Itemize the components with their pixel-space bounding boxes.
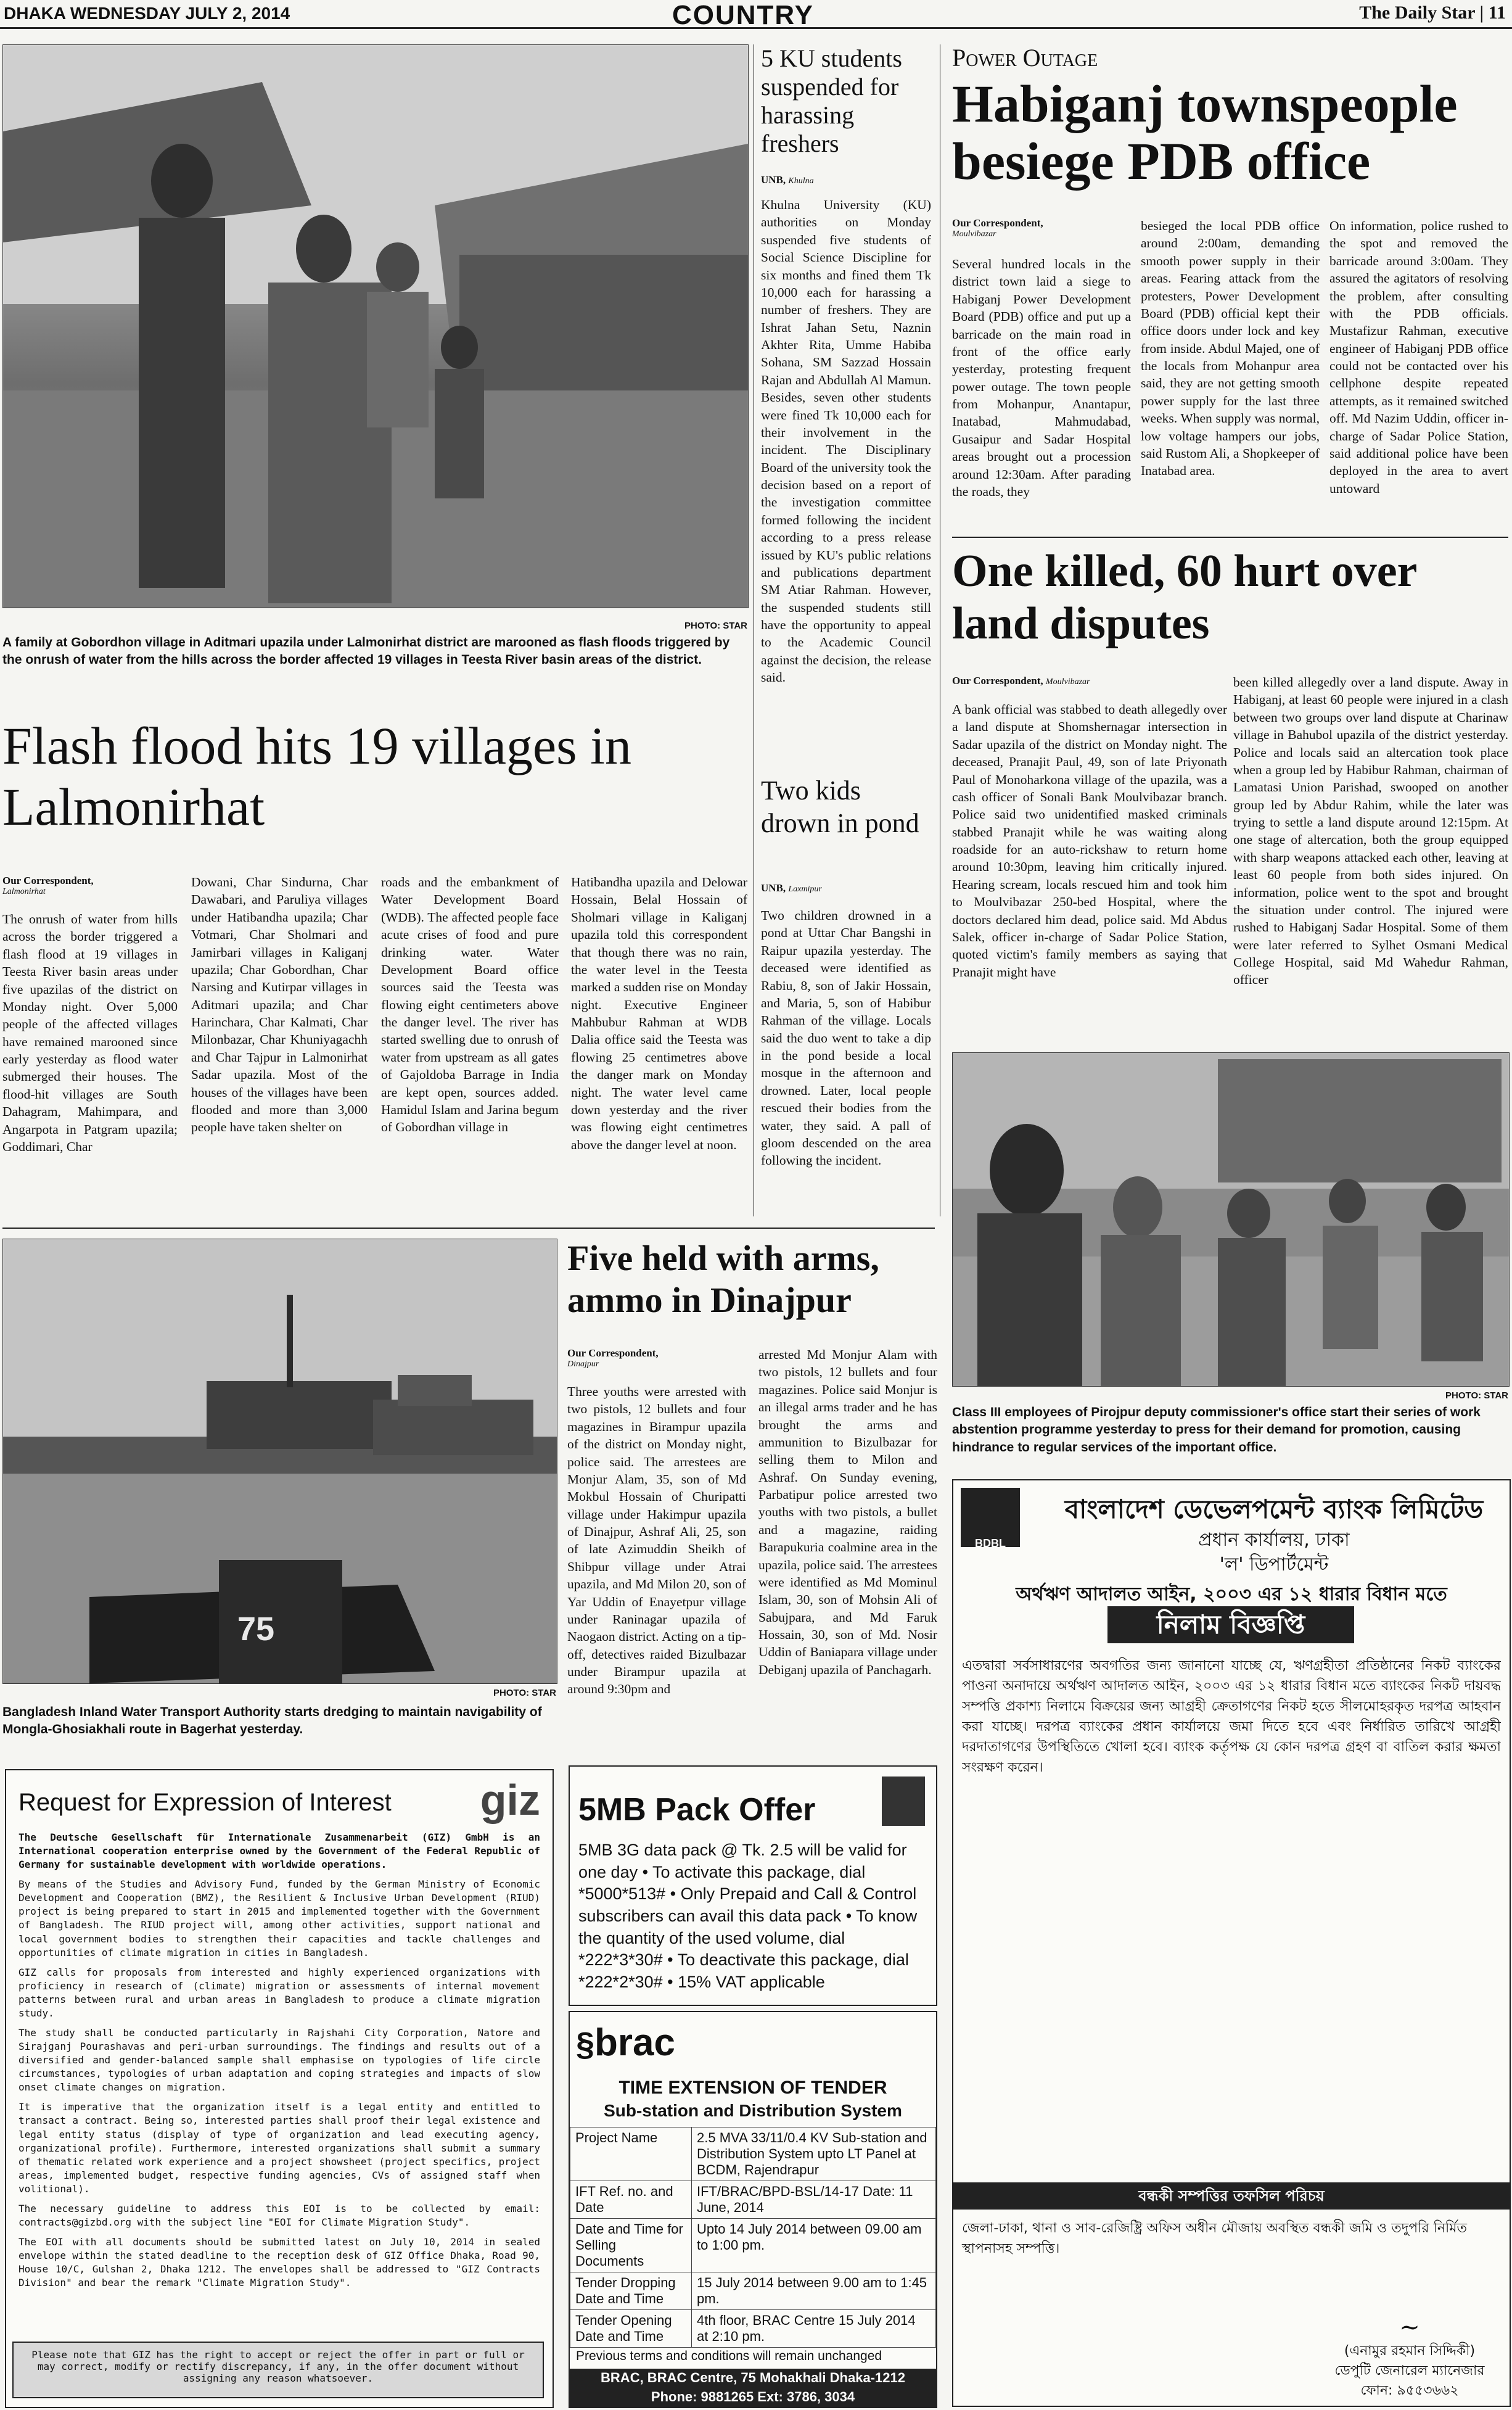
- mb-title: 5MB Pack Offer: [578, 1792, 816, 1828]
- pdb-col1: Several hundred locals in the district town laid a siege to Habiganj Power Development Board (PDB) office and put up a barricade on the main road in front of the office early yesterday, protesting frequent power outage. The town people from Mohanpur, Anantapur, Inatabad, Mahmudabad, Gusaipur and Sadar Hospital areas brought out a procession around 12:30am. After parading the roads, they: [952, 257, 1131, 499]
- page-number: 11: [1488, 2, 1506, 23]
- bdbl-schedule-title: বন্ধকী সম্পত্তির তফসিল পরিচয়: [953, 2182, 1510, 2210]
- ku-headline: 5 KU students suspended for harassing freshers: [761, 44, 902, 157]
- mb-ad: [569, 1765, 937, 2006]
- flood-photo-credit: PHOTO: STAR: [684, 621, 747, 631]
- flood-col4: Hatibandha upazila and Delowar Hossain, Belal Hossain of Sholmari village in Kaliganj upazila told this correspondent that though there was no rain, the water level in the Teesta marked a sudden rise on Monday night. Executive Engineer Mahbubur Rahman at WDB Dalia office said the Teesta was flowing 25 centimetres above the danger mark on Monday night. The water level came down yesterday and the river was flowing eight centimetres above the danger level at noon.: [571, 875, 747, 1152]
- pond-body: Two children drowned in a pond at Uttar Char Bangshi in Raipur upazila yesterday. The deceased were identified as Rabiu, 8, son of Jakir Hossain, and Maria, 5, son of Habibur Rahman of the village. Locals said the duo went to take a dip in the pond beside a local mosque in the afternoon and drowned. Later, local people rescued their bodies from the water, they said. A pall of gloom descended on the area following the incident.: [761, 908, 931, 1168]
- pond-byline: UNB, Laxmipur: [761, 882, 822, 894]
- giz-logo: giz: [480, 1776, 540, 1824]
- giz-para: The Deutsche Gesellschaft für Internationale Zusammenarbeit (GIZ) GmbH is an International cooperation enterprise owned by the Government of the Federal Republic of Germany for sustainable development with worldwide operations.: [18, 1831, 540, 1871]
- section-rule: [952, 537, 1508, 538]
- bdbl-office: প্রধান কার্যালয়, ঢাকা: [1198, 1529, 1350, 1551]
- brac-table: [570, 2127, 936, 2348]
- ku-body: Khulna University (KU) authorities on Monday suspended five students of Social Science Discipline for six months and fined them Tk 10,000 each for harassing a number of freshers. They are Ishrat Jahan Setu, Naznin Akhter Rita, Umme Habiba Sohana, SM Sazzad Hossain Rajan and Abdullah Al Mamun. Besides, seven other students were fined Tk 10,000 each for their involvement in the incident. The Disciplinary Board of the university took the decision based on a report of the investigation committee formed following the incident according to a press release issued by KU's public relations and publications department SM Atiar Rahman. However, the suspended students still have the opportunity to appeal to the Academic Council against the decision, the release said.: [761, 197, 931, 685]
- flood-col1: The onrush of water from hills across the border triggered a flash flood at 19 villages in Teesta River basin areas under five upazilas of the district on Monday night. Over 5,000 people of the affected villages have remained marooned since early yesterday as flood water submerged their houses. The flood-hit villages are South Dahagram, Mahimpara, and Angarpota in Patgram upazila; Goddimari, Char: [2, 912, 178, 1154]
- flood-headline: Flash flood hits 19 villages in Lalmonirhat: [2, 716, 632, 836]
- paper-name: The Daily Star: [1359, 2, 1476, 23]
- section-title: COUNTRY: [672, 0, 814, 30]
- brac-subtitle: Sub-station and Distribution System: [604, 2101, 902, 2120]
- flood-byline: Our Correspondent, Lalmonirhat: [2, 875, 94, 896]
- flood-caption: A family at Gobordhon village in Aditmari upazila under Lalmonirhat district are marooned as flash floods triggered by the onrush of water from the hills across the border affected 19 villages in Teesta River basin areas of the district.: [2, 635, 730, 667]
- bdbl-dept: 'ল' ডিপার্টমেন্ট: [1219, 1554, 1329, 1575]
- land-byline: Our Correspondent, Moulvibazar: [952, 675, 1090, 687]
- table-row: Project Name 2.5 MVA 33/11/0.4 KV Sub-station and Distribution System upto LT Panel at BCDM, Rajendrapur: [570, 2127, 936, 2181]
- bdbl-notice-title: নিলাম বিজ্ঞপ্তি: [1107, 1606, 1354, 1643]
- dateline: DHAKA WEDNESDAY JULY 2, 2014: [4, 4, 290, 23]
- bdbl-body: এতদ্বারা সর্বসাধারণের অবগতির জন্য জানানো যাচ্ছে যে, ঋণগ্রহীতা প্রতিষ্ঠানের নিকট ব্যাংকের পাওনা অনাদায়ে অর্থঋণ আদালত আইন, ২০০৩ এর ১২ ধারার বিধান মতে ব্যাংকের নিকট দায়বদ্ধ সম্পত্তি প্রকাশ্য নিলামে বিক্রয়ের জন্য আগ্রহী ক্রেতাগণের নিকট হতে সীলমোহরকৃত দরপত্র আহবান করা যাচ্ছে। দরপত্র ব্যাংকের প্রধান কার্যালয়ে জমা দিতে হবে এবং নির্ধারিত তারিখে আগ্রহী দরদাতাগণের উপস্থিতিতে খোলা হবে। ব্যাংক কর্তৃপক্ষ যে কোন দরপত্র গ্রহণ বা বাতিল করার ক্ষমতা সংরক্ষণ করেন।: [962, 1658, 1501, 1775]
- pdb-byline: Our Correspondent, Moulvibazar: [952, 217, 1043, 239]
- bdbl-logo-icon: BDBL: [961, 1488, 1020, 1547]
- masthead: The Daily Star | 11: [1359, 2, 1506, 23]
- table-row: Tender Opening Date and Time 4th floor, BRAC Centre 15 July 2014 at 2:10 pm.: [570, 2310, 936, 2348]
- flood-col3: roads and the embankment of Water Development Board (WDB). The affected people face acute crises of food and pure drinking water. Water Development Board office sources said the Teesta was flowing eight centimeters above the danger level. The river has started swelling due to onrush of water from upstream as all gates of Gajoldoba Barrage in India are kept open, sources added. Hamidul Islam and Jarina begum of Gobordhan village in: [381, 875, 559, 1135]
- pdb-headline: Habiganj townspeople besiege PDB office: [952, 74, 1458, 191]
- pdb-col2: besieged the local PDB office around 2:00am, demanding smooth power supply in their areas. Fearing attack from the protesters, Power Development Board (PDB) official kept their office doors under lock and key from inside. Abdul Majed, one of the locals from Mohanpur area said, they are not getting smooth power supply for the last three weeks. When supply was normal, low voltage hampers our jobs, said Rustom Ali, a Shopkeeper of Inatabad area.: [1141, 218, 1320, 479]
- pdb-col3: On information, police rushed to the spot and removed the barricade around 3:00am. They assured the agitators of resolving the problem, after consulting with the PDB officials. Mustafizur Rahman, executive engineer of Habiganj PDB office could not be contacted over his cellphone despite repeated attempts, as it remained switched off. Md Nazim Uddin, officer in-charge of Sadar Police Station, said additional police have been deployed in the area to avert untoward: [1329, 218, 1508, 496]
- signature-icon: ~: [1399, 2313, 1420, 2342]
- bdbl-ad: [952, 1479, 1511, 2407]
- pdb-kicker: Power Outage: [952, 44, 1098, 72]
- table-row: Tender Dropping Date and Time 15 July 2014 between 9.00 am to 1:45 pm.: [570, 2272, 936, 2310]
- dredge-photo-illustration: [3, 1239, 557, 1683]
- land-col1: A bank official was stabbed to death allegedly over a land dispute at Shomshernagar intersection in Sadar upazila of the district on Monday night. The deceased, Pranajit Paul, 49, son of late Priyonath Paul of Monoharkona village of the upazila, was a cash officer of Sonali Bank Moulvibazar branch. Police said two unidentified masked criminals stabbed Pranajit while he was waiting along roadside for an auto-rickshaw to return home around 10:30pm, leaving him critically injured. Hearing scream, locals rescued him and took him to Moulvibazar 250-bed Hospital, where the doctors declared him dead, police said. Md Abdus Salek, officer in-charge of Sadar Police Station, quoted victim's family members as saying that Pranajit might have: [952, 702, 1227, 980]
- dredge-caption: Bangladesh Inland Water Transport Authority starts dredging to maintain navigability of Mongla-Ghosiakhali route in Bagerhat yesterday.: [2, 1705, 542, 1737]
- flood-photo: [2, 44, 749, 608]
- giz-para: The EOI with all documents should be submitted latest on July 10, 2014 in sealed envelope within the stated deadline to the reception desk of GIZ Office Dhaka, Road 90, House 10/C, Gulshan 2, Dhaka 1212. The envelopes shall be addressed to "GIZ Contracts Division" and bear the remark "Climate Migration Study".: [18, 2236, 540, 2289]
- giz-para: The study shall be conducted particularly in Rajshahi City Corporation, Natore and Sirajganj Pourashavas and peri-urban surroundings. The findings and results out of a diversified and gender-balanced sample shall emphasise on typologies of life circle circumstances, typologies of urban adaptation and coping strategies and impacts of slow onset climate changes on migration.: [18, 2027, 540, 2094]
- arms-col1: Three youths were arrested with two pistols, 12 bullets and four magazines in Birampur upazila of the district on Monday night, police said. The arrestees are Monjur Alam, 35, son of Md Mokbul Hossain of Churipatti village under Hakimpur upazila of Dinajpur, Ashraf Ali, 25, son of late Azimuddin Sheikh of Shibpur village under Atrai upazila, and Md Milon 20, son of Yar Uddin of Enayetpur village under Raninagar upazila of Naogaon district. Acting on a tip-off, detectives raided Bizulbazar under Birampur upazila at around 9:30pm and: [567, 1384, 746, 1697]
- brac-title: TIME EXTENSION OF TENDER: [618, 2078, 887, 2098]
- giz-body: [18, 1831, 540, 2296]
- boat-number: 75: [237, 1611, 275, 1648]
- brac-logo: §brac: [576, 2021, 676, 2064]
- bdbl-signature-block: ~ (এনামুর রহমান সিদ্দিকী) ডেপুটি জেনারেল ম্যানেজার ফোন: ৯৫৫৩৬৬২: [1317, 2313, 1502, 2401]
- bdbl-schedule: জেলা-ঢাকা, থানা ও সাব-রেজিষ্ট্রি অফিস অধীন মৌজায় অবস্থিত বন্ধকী জমি ও তদুপরি নির্মিত স্থাপনাসহ সম্পত্তি।: [962, 2221, 1468, 2256]
- pond-headline: Two kids drown in pond: [761, 775, 919, 838]
- brac-footer: BRAC, BRAC Centre, 75 Mohakhali Dhaka-1212 Phone: 9881265 Ext: 3786, 3034: [570, 2369, 936, 2407]
- table-row: Date and Time for Selling Documents Upto 14 July 2014 between 09.00 am to 1:00 pm.: [570, 2219, 936, 2272]
- giz-footer: Please note that GIZ has the right to accept or reject the offer in part or full or may correct, modify or rectify discrepancy, if any, in the offer document without assigning any reason whatsoever.: [12, 2342, 544, 2398]
- flood-photo-illustration: [3, 45, 748, 608]
- giz-para: It is imperative that the organization itself is a legal entity and entitled to transact a contract. Being so, interested parties shall proof their legal existence and legal entity status (display of type of organization and lead executing agency, organizational profile). Furthermore, interested organizations shall submit a summary of thematic related work experience and a project showsheet (project specifics, project areas, implemented budget, respective funding agencies, CVs of assigned staff when volitional).: [18, 2101, 540, 2195]
- bdbl-law: অর্থঋণ আদালত আইন, ২০০৩ এর ১২ ধারার বিধান মতে: [1016, 1583, 1447, 1605]
- dredge-photo: [2, 1239, 557, 1684]
- mb-body: 5MB 3G data pack @ Tk. 2.5 will be valid for one day • To activate this package, dial *5000*513# • Only Prepaid and Call & Control subscribers can avail this data pack • To know the quantity of the used volume, dial *222*3*30# • To deactivate this package, dial *222*2*30# • 15% VAT applicable: [578, 1841, 918, 1991]
- giz-ad: [5, 1769, 554, 2408]
- pirojpur-photo-credit: PHOTO: STAR: [1445, 1390, 1508, 1401]
- dredge-photo-credit: PHOTO: STAR: [493, 1688, 556, 1698]
- table-row: IFT Ref. no. and Date IFT/BRAC/BPD-BSL/14-17 Date: 11 June, 2014: [570, 2181, 936, 2219]
- brac-mark-icon: §: [576, 2026, 595, 2063]
- arms-byline: Our Correspondent, Dinajpur: [567, 1347, 659, 1369]
- page-header: [0, 0, 1512, 29]
- giz-para: By means of the Studies and Advisory Fund, funded by the German Ministry of Economic Development and Cooperation (BMZ), the Resilient & Inclusive Urban Development (RIUD) project is being prepared to start in 2015 and implemented together with the Government of Bangladesh. The RIUD project will, among other activities, support national and local government bodies to strengthen their capacities and tackle challenges and opportunities of climate migration in cities in Bangladesh.: [18, 1878, 540, 1958]
- operator-logo-icon: [882, 1777, 925, 1826]
- pirojpur-caption: Class III employees of Pirojpur deputy commissioner's office start their series of work abstention programme yesterday to press for their demand for promotion, causing hindrance to regular services of the important office.: [952, 1405, 1481, 1455]
- arms-col2: arrested Md Monjur Alam with two pistols, 12 bullets and four magazines. Police said Monjur is an illegal arms trader and he has brought the arms and ammunition to Bizulbazar for selling them to Milon and Ashraf. On Sunday evening, Parbatipur police arrested two youths with two pistols, a bullet and a magazine, raiding Barapukuria coalmine area in the upazila, police said. The arrestees were identified as Md Mominul Islam, 30, son of Mohsin Ali of Sabujpara, and Md Faruk Hossain, 30, son of Md. Nosir Uddin of Baniapara village under Debiganj upazila of Panchagarh.: [758, 1347, 937, 1677]
- flood-col2: Dowani, Char Sindurna, Char Dawabari, and Paruliya villages under Hatibandha upazila; Char Votmari, Char Sholmari and Jamirbari villages in Kaliganj upazila; Char Gobordhan, Char Narsing and Kutirpar villages in Aditmari upazila; and Char Harinchara, Char Kalmati, Char Milonbazar, Char Khuniyagachh and Char Tajpur in Lalmonirhat Sadar upazila. Most of the houses of the villages have been flooded and more than 3,000 people have taken shelter on: [191, 875, 368, 1135]
- brac-note: Previous terms and conditions will remain unchanged: [576, 2349, 882, 2363]
- giz-para: The necessary guideline to address this EOI is to be collected by email: contracts@gizbd.org with the subject line "EOI for Climate Migration Study".: [18, 2202, 540, 2229]
- brac-ad: [569, 2011, 937, 2408]
- giz-para: GIZ calls for proposals from interested and highly experienced organizations with proficiency in research of (climate) migration or assessments of internal movement patterns between rural and urban areas in Bangladesh to produce a climate migration study.: [18, 1966, 540, 2019]
- pirojpur-photo: [952, 1052, 1510, 1387]
- land-headline: One killed, 60 hurt over land disputes: [952, 546, 1417, 650]
- land-col2: been killed allegedly over a land dispute. Away in Habiganj, at least 60 people were injured in a clash between two groups over land dispute at Charinaw village in Bahubol upazila of the district yesterday. Police and locals said an altercation took place when a group led by Habibur Rahman, chairman of Lamatasi Union Parishad, swooped on another group led by Abdur Rahim, while the later was trying to settle a land dispute around 12:15pm. At one stage of altercation, both the group equipped with sharp weapons attacked each other, leaving at least 60 people from both sides injured. On information, police went to the spot and brought the situation under control. The injured were rushed to Habiganj Sadar Hospital. Some of them were later referred to Sylhet Osmani Medical College Hospital, said Md Wahedur Rahman, officer: [1233, 675, 1508, 988]
- ku-byline: UNB, Khulna: [761, 174, 814, 186]
- arms-headline: Five held with arms, ammo in Dinajpur: [567, 1238, 879, 1321]
- section-rule: [2, 1228, 935, 1229]
- giz-title: Request for Expression of Interest: [18, 1789, 392, 1816]
- pirojpur-photo-illustration: [953, 1053, 1509, 1386]
- bdbl-bank-name: বাংলাদেশ ডেভেলপমেন্ট ব্যাংক লিমিটেড: [1064, 1494, 1484, 1524]
